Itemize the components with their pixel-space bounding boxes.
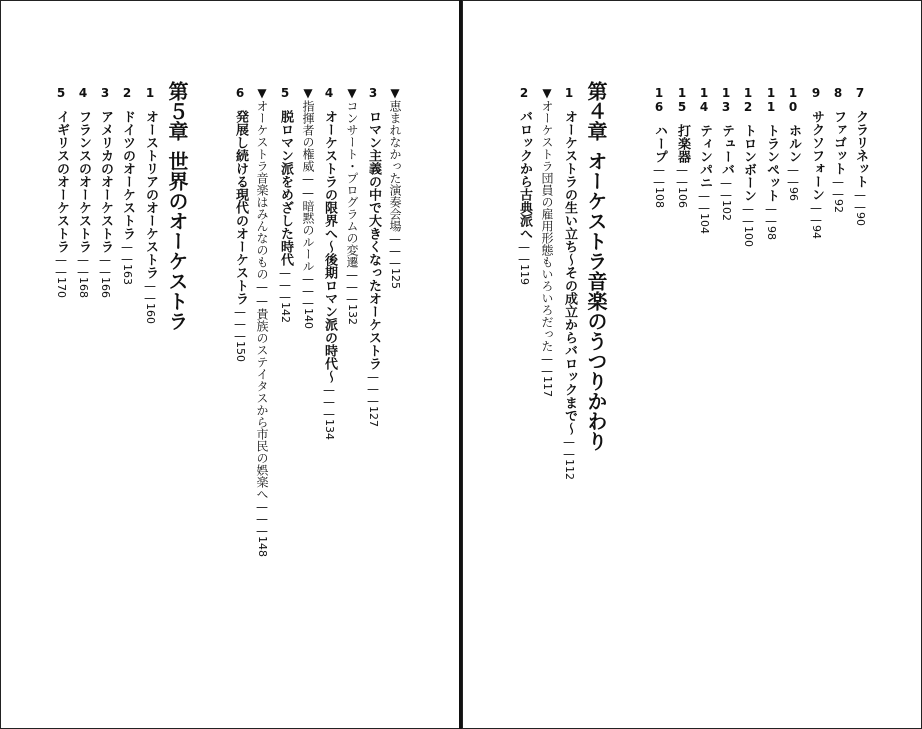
toc-section-3: 3ロマン主義の中で大きくなったオーケストラ———127 bbox=[366, 86, 381, 427]
toc-item: 4フランスのオーケストラ——168 bbox=[76, 86, 91, 298]
toc-item: 1オーストリアのオーケストラ——160 bbox=[143, 86, 158, 324]
toc-item: 14ティンパニ——104 bbox=[697, 86, 712, 234]
toc-section-4: 4オーケストラの限界へ〜後期ロマン派の時代〜———134 bbox=[322, 86, 337, 440]
chapter-4-heading: 第４章オーケストラ音楽のうつりかわり bbox=[584, 81, 608, 451]
toc-section-6: 6発展し続ける現代のオーケストラ———150 bbox=[233, 86, 248, 362]
toc-sub-item: ▼オーケストラ音楽はみんなのもの——貴族のステイタスから市民の娯楽へ———148 bbox=[255, 86, 269, 557]
toc-item: 3アメリカのオーケストラ——166 bbox=[98, 86, 113, 298]
toc-section-2: 2バロックから古典派へ——119 bbox=[517, 86, 532, 285]
toc-item: 11トランペット——98 bbox=[764, 86, 779, 240]
toc-item: 5イギリスのオーケストラ——170 bbox=[54, 86, 69, 298]
toc-sub-item: ▼オーケストラ団員の雇用形態もいろいろだった——117 bbox=[540, 86, 554, 397]
left-page bbox=[0, 0, 460, 729]
toc-sub-item: ▼コンサート・プログラムの変遷———132 bbox=[345, 86, 359, 325]
right-page bbox=[462, 0, 922, 729]
toc-item: 13テューバ——102 bbox=[719, 86, 734, 221]
toc-item: 15打楽器——106 bbox=[675, 86, 690, 208]
toc-sub-item: ▼指揮者の権威——暗黙のルール———140 bbox=[301, 86, 315, 329]
toc-section-5: 5脱ロマン派をめざした時代———142 bbox=[278, 86, 293, 323]
toc-item: 7クラリネット——90 bbox=[853, 86, 868, 226]
toc-item: 2ドイツのオーケストラ——163 bbox=[120, 86, 135, 285]
toc-item: 10ホルン——96 bbox=[786, 86, 801, 201]
toc-sub-item: ▼恵まれなかった演奏会場———125 bbox=[388, 86, 402, 289]
toc-section-1: 1オーケストラの生い立ち〜その成立からバロックまで〜——112 bbox=[562, 86, 577, 480]
toc-item: 16ハープ——108 bbox=[652, 86, 667, 208]
toc-item: 12トロンボーン——100 bbox=[741, 86, 756, 247]
chapter-5-heading: 第５章世界のオーケストラ bbox=[165, 81, 189, 331]
toc-item: 8ファゴット——92 bbox=[831, 86, 846, 213]
toc-item: 9サクソフォーン——94 bbox=[809, 86, 824, 239]
